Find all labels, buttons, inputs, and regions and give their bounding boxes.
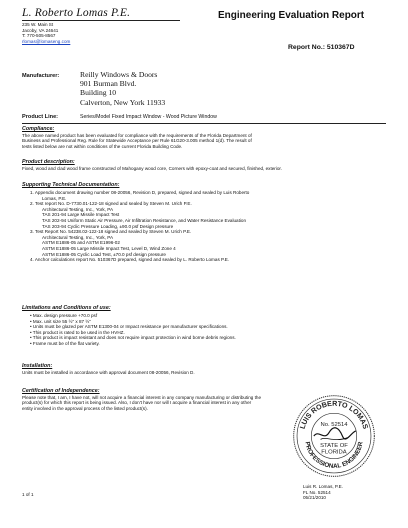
signer-name: Luis R. Lomas, P.E. [303,484,344,489]
report-title: Engineering Evaluation Report [218,10,365,21]
certification-line: Please note that, I am, I have not, will not acquire a financial interest in any company manufacturing or distributing the [22,394,262,400]
seal-state-line1: STATE OF [320,442,348,449]
seal-ring [297,399,371,473]
signature-scribble [314,428,356,439]
limitations-list [30,313,236,347]
certification-line: product(s) for which this report is being issued. Also, I don't have nor will I acquire a financial interest in any other [22,400,252,406]
certification-line: entity involved in the approval process of the listed product(s). [22,405,148,411]
firm-name: L. Roberto Lomas P.E. [22,7,131,19]
manufacturer-line: Building 10 [80,88,117,98]
product-line-label: Product Line: [22,114,59,120]
compliance-heading: Compliance: [22,126,55,132]
manufacturer-label: Manufacturer: [22,73,60,79]
limitations-heading-wrap [22,306,384,312]
firm-address [22,22,70,44]
product-line-value: Series/Model Fixed Impact Window - Wood Picture Window [80,114,217,120]
seal-license-number: No. 52514 [320,421,348,428]
seal-state-line2: FLORIDA [321,449,347,456]
supporting-doc-line: Lomas, P.E. [42,195,67,201]
supporting-doc-line: Architectural Testing, Inc., York, PA [42,206,114,212]
manufacturer-line: Calverton, New York 11933 [80,97,166,107]
supporting-doc-line: TAS 201-94 Large Missile Impact Test [42,212,120,218]
seal-top-text: LUIS ROBERTO LOMAS [298,399,370,430]
address-line: Jacoby, VA 24641 [22,27,59,33]
report-number: Report No.: 510367D [288,44,355,51]
limitation-item: • This product is rated to be used in the HVHZ. [30,329,125,335]
supporting-doc-line: 3. Test Report No. 54238.02-122-18 signed and sealed by Steven M. Urich P.E. [30,229,192,235]
seal-bottom-text: PROFESSIONAL ENGINEER [303,441,365,470]
supporting-doc-line: ASTM E1886-05 and ASTM E1996-02 [42,240,120,246]
supporting-doc-line: 2. Test report No. D-7730.01-122-18 signed and sealed by Steven M. Urich P.E. [30,201,192,207]
compliance-line: tests listed below are not within conditions of the current Florida Building Code. [22,143,183,149]
limitation-item: • Max. unit size 55 ½" x 87 ½" [30,318,91,324]
supporting-doc-line: 1. Appendix document drawing number 08-20056, Revision D, prepared, signed and sealed by Luis Roberto [30,190,250,195]
supporting-doc-line: ASTM E1886-05 Large Missile Impact Test, Level D, Wind Zone 4 [42,245,176,251]
firm-underline [22,20,180,21]
supporting-doc-line: ASTM E1886-05 Cyclic Load Test, ±70.0 psf design pressure [42,251,166,257]
engineer-seal [292,394,376,478]
manufacturer-address [80,70,165,107]
signer-block [303,484,343,501]
address-line: 235 W. Main St [22,22,54,27]
page-number: 1 of 1 [22,492,34,497]
product-description-section [22,160,384,171]
limitation-item: • Frame must be of the flat variety. [30,340,100,346]
installation-heading: Installation: [22,363,53,369]
email-link[interactable]: rlomas@lomaseng.com [22,38,71,44]
limitation-item: • This product is impact resistant and does not require impact protection in wind borne debris regions. [30,335,236,341]
product-description-text: Fixed, wood and clad wood frame constructed of Mahogany wood core, Corners with epoxy-coat and secured, finished, exterior. [22,165,282,171]
compliance-line: The above named product has been evaluated for compliance with the requirements of the Florida Department of [22,132,252,138]
certification-heading: Certification of Independence: [22,388,100,394]
compliance-line: Business and Professional Reg. Rule for Statewide Acceptance per Rule 61G20-3.005 method 1(d). The result of [22,138,252,144]
supporting-doc-line: TAS 203-94 Cyclic Pressure Loading, ±90.0 psf Design pressure [42,223,174,229]
manufacturer-line: 901 Burman Blvd. [80,79,137,89]
limitation-item: • Max. design pressure +70.0 psf [30,313,98,318]
supporting-doc-line: TAS 202-94 Uniform Static Air Pressure, Air Infiltration Resistance, and Water Resistance Evaluation [42,217,246,223]
address-line: T: 770-505-8567 [22,33,56,39]
supporting-docs-heading-wrap [22,183,384,189]
supporting-doc-line: Architectural Testing, Inc., York, PA [42,234,114,240]
limitations-heading: Limitations and Conditions of use: [22,305,111,311]
compliance-section [22,127,384,149]
supporting-docs-heading: Supporting Technical Documentation: [22,182,120,188]
installation-text: Units must be installed in accordance with approval document 08-20056, Revision D. [22,369,195,375]
limitation-item: • Units must be glazed per ASTM E1300-04 or Impact resistance per manufacturer specifications. [30,324,228,330]
installation-section [22,364,384,375]
signer-license: FL No. 52514 [303,489,331,495]
manufacturer-line: Reilly Windows & Doors [80,70,158,79]
sign-date: 05/21/2010 [303,495,326,501]
supporting-doc-line: 4. Anchor calculations report No. 510367D prepared, signed and sealed by L. Roberto Lomas P.E. [30,257,230,263]
certification-section [22,389,292,411]
section-divider [22,123,386,124]
product-description-heading: Product description: [22,159,75,165]
supporting-docs-list [30,190,249,263]
